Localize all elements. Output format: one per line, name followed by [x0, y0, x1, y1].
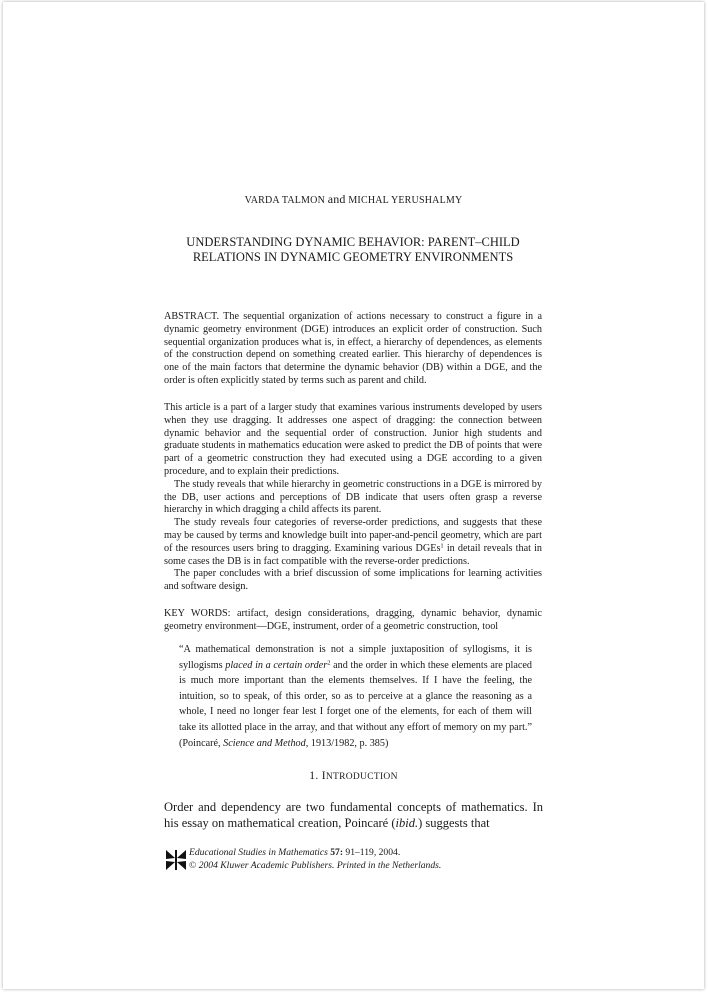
journal-line: [189, 847, 441, 860]
publisher-text: 2004 Kluwer Academic Publishers. Printed in the Netherlands.: [196, 859, 442, 871]
quote-italic: placed in a certain order: [225, 659, 328, 671]
body-paragraph-4: The paper concludes with a brief discussion of some implications for learning activities and software design.: [164, 568, 542, 593]
quote-text-2: and the order in which these elements are placed is much more important than the elements themselves. If I have the feeling, the intuition, so to speak, of this order, so as to perceive at a glance the reasoning as a whole, I need no longer fear lest I forget one of the elements, for each of them will take its allotted place in the array, and that without any effort of memory on my part.” (Poincaré,: [179, 659, 532, 749]
section-initial: I: [321, 770, 326, 782]
quote-text-3: , 1913/1982, p. 385): [305, 737, 389, 749]
abstract: ABSTRACT. The sequential organization of actions necessary to construct a figure in a dynamic geometry environment (DGE) introduces an explicit order of construction. Such sequential organization produces what is, in effect, a hierarchy of dependences, as elements of the construction depend on something created earlier. This hierarchy of dependences is one of the main factors that determine the dynamic behavior (DB) within a DGE, and the order is often explicitly stated by terms such as parent and child.: [164, 311, 542, 386]
author-talmon: VARDA TALMON: [244, 195, 325, 206]
author-conjunction: and: [327, 192, 346, 206]
quote-source-title: Science and Method: [223, 737, 306, 749]
paragraph-3-text-a: The study reveals four categories of reverse-order predictions, and suggests that these may be caused by terms and knowledge built into paper-and-pencil geometry, which are part of the resources users bring to dragging. Examining various DGEs: [164, 517, 542, 554]
quote-text-1: “A mathematical demonstration is not a simple juxtaposition of syllogisms, it is syllogisms: [179, 644, 532, 671]
journal-name: Educational Studies in Mathematics: [189, 847, 328, 858]
intro-italic: ibid.: [395, 816, 419, 830]
author-yerushalmy: MICHAL YERUSHALMY: [348, 195, 463, 206]
footnote-ref-2: 2: [327, 659, 331, 667]
poincare-quote: [179, 642, 532, 751]
abstract-body: [164, 402, 542, 594]
body-paragraph-3: [164, 517, 542, 568]
body-paragraph-1: This article is a part of a larger study that examines various instruments developed by users when they use dragging. It addresses one aspect of dragging: the connection between dynamic behavior and the sequential order of construction. Junior high students and graduate students in mathematics education were asked to predict the DB of points that were part of a geometric construction they had executed using a DGE according to a given procedure, and to explain their predictions.: [164, 402, 542, 477]
publication-footer: [189, 847, 441, 872]
copyright-symbol: ©: [189, 859, 197, 871]
intro-text-2: ) suggests that: [418, 816, 490, 830]
section-heading: [3, 770, 704, 782]
paper-title: [133, 235, 573, 265]
title-line-1: UNDERSTANDING DYNAMIC BEHAVIOR: PARENT–CHILD: [186, 235, 520, 249]
journal-volume: 57:: [327, 847, 344, 858]
keywords: KEY WORDS: artifact, design considerations, dragging, dynamic behavior, dynamic geometry environment—DGE, instrument, order of a geometric construction, tool: [164, 608, 542, 632]
footnote-ref-1: 1: [440, 542, 444, 550]
copyright-line: [189, 860, 441, 873]
paragraph-3-text-b: in detail reveals that in some cases the DB is in fact compatible with the reverse-order predictions.: [164, 542, 542, 567]
author-line: [3, 192, 704, 207]
kluwer-logo-icon: [165, 848, 187, 872]
intro-text-1: Order and dependency are two fundamental concepts of mathematics. In his essay on mathematical creation, Poincaré (: [164, 800, 543, 830]
intro-paragraph: [164, 799, 543, 831]
paper-page: [3, 2, 704, 989]
body-paragraph-2: The study reveals that while hierarchy in geometric constructions in a DGE is mirrored by the DB, user actions and perceptions of DB indicate that users often grasp a reverse hierarchy in which dragging a child affects its parent.: [164, 478, 542, 516]
title-line-2: RELATIONS IN DYNAMIC GEOMETRY ENVIRONMENTS: [192, 250, 514, 264]
section-title-rest: NTRODUCTION: [325, 772, 398, 782]
section-number: 1.: [309, 770, 319, 782]
journal-pages: 91–119, 2004.: [343, 847, 401, 858]
